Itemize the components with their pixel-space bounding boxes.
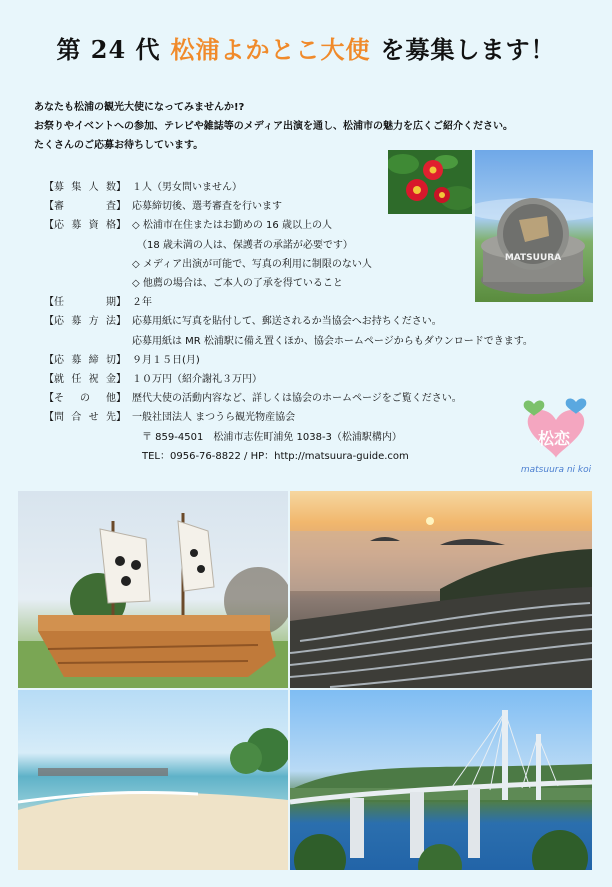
page-title — [0, 30, 612, 65]
bracket-open: 【 — [44, 297, 54, 309]
camellia-photo — [388, 150, 472, 214]
info-value: ◇ 松浦市在住またはお勤めの 16 歳以上の人 — [132, 220, 332, 232]
label-text: 問合せ先 — [54, 412, 116, 424]
title-highlight: 松浦よかとこ大使 — [170, 35, 371, 64]
info-value: ◇ 他薦の場合は、ご本人の了承を得ていること — [132, 278, 343, 290]
label-text: 就任祝金 — [54, 374, 116, 386]
info-label — [44, 216, 132, 235]
info-value: （18 歳未満の人は、保護者の承諾が必要です） — [132, 239, 353, 251]
bracket-close: 】 — [116, 182, 126, 193]
info-value: ９月１５日(月) — [132, 354, 200, 366]
info-label — [44, 332, 132, 351]
intro-line: お祭りやイベントへの参加、テレビや雑誌等のメディア出演を通し、松浦市の魅力を広くご紹介ください。 — [34, 121, 513, 132]
label-text: 応募資格 — [54, 220, 116, 232]
info-label — [44, 236, 132, 255]
label-text: 任 期 — [54, 297, 116, 309]
bracket-close: 】 — [116, 201, 126, 213]
matsuura-ni-koi-logo — [516, 398, 596, 478]
info-label — [44, 274, 132, 293]
info-label — [44, 312, 132, 331]
info-value: 応募用紙は MR 松浦駅に備え置くほか、協会ホームページからもダウンロードできます。 — [132, 335, 533, 347]
bracket-open: 【 — [44, 316, 54, 328]
bracket-close: 】 — [116, 412, 126, 424]
info-row — [44, 312, 612, 331]
bracket-open: 【 — [44, 220, 54, 232]
info-label — [44, 178, 132, 197]
bracket-open: 【 — [44, 393, 54, 405]
bracket-close: 】 — [116, 374, 126, 386]
label-text: 募集人数 — [54, 182, 116, 193]
info-value: ２年 — [132, 297, 152, 309]
bracket-open: 【 — [44, 374, 54, 386]
monument-photo — [475, 150, 593, 302]
bracket-open: 【 — [44, 354, 54, 366]
intro-line: あなたも松浦の観光大使になってみませんか!? — [34, 102, 245, 113]
info-row — [44, 332, 612, 351]
bracket-open: 【 — [44, 182, 54, 193]
info-label — [44, 408, 132, 427]
info-label — [44, 428, 132, 447]
title-prefix: 第 24 代 — [56, 35, 161, 64]
bracket-close: 】 — [116, 220, 126, 232]
logo-romaji: matsuura ni koi — [520, 465, 592, 475]
info-label — [44, 447, 132, 466]
label-text: 応募締切 — [54, 354, 116, 366]
info-value: 応募用紙に写真を貼付して、郵送されるか当協会へお持ちください。 — [132, 316, 442, 328]
info-value: 応募締切後、選考審査を行います — [132, 201, 282, 213]
info-label — [44, 197, 132, 216]
info-label — [44, 255, 132, 274]
monument-label: MATSUURA — [504, 253, 562, 263]
bracket-open: 【 — [44, 201, 54, 213]
info-value: １人（男女問いません） — [132, 182, 242, 193]
info-row — [44, 370, 612, 389]
bracket-close: 】 — [116, 354, 126, 366]
info-value: 〒 859-4501 松浦市志佐町浦免 1038-3（松浦駅構内） — [132, 431, 402, 443]
bracket-close: 】 — [116, 297, 126, 309]
info-label — [44, 370, 132, 389]
info-value: 一般社団法人 まつうら観光物産協会 — [132, 412, 296, 424]
info-label — [44, 293, 132, 312]
info-label — [44, 351, 132, 370]
info-row — [44, 351, 612, 370]
info-value: 歴代大使の活動内容など、詳しくは協会のホームページをご覧ください。 — [132, 393, 462, 405]
intro-text — [34, 98, 606, 155]
label-text: そ の 他 — [54, 393, 116, 405]
intro-line: たくさんのご応募お待ちしています。 — [34, 140, 204, 151]
ship-photo — [18, 491, 288, 688]
bridge-photo — [290, 690, 592, 870]
title-suffix: を募集します！ — [380, 35, 556, 64]
bracket-close: 】 — [116, 393, 126, 405]
beach-photo — [18, 690, 288, 870]
label-text: 審 査 — [54, 201, 116, 213]
info-value: ◇ メディア出演が可能で、写真の利用に制限のない人 — [132, 258, 372, 270]
bracket-close: 】 — [116, 316, 126, 328]
info-value: １０万円（紹介謝礼３万円） — [132, 374, 262, 386]
info-value: TEL：0956-76-8822 / HP：http://matsuura-guide.com — [132, 450, 409, 462]
label-text: 応募方法 — [54, 316, 116, 328]
bracket-open: 【 — [44, 412, 54, 424]
logo-kanji: 松恋 — [537, 429, 571, 448]
terraced-fields-photo — [290, 491, 592, 688]
info-label — [44, 389, 132, 408]
